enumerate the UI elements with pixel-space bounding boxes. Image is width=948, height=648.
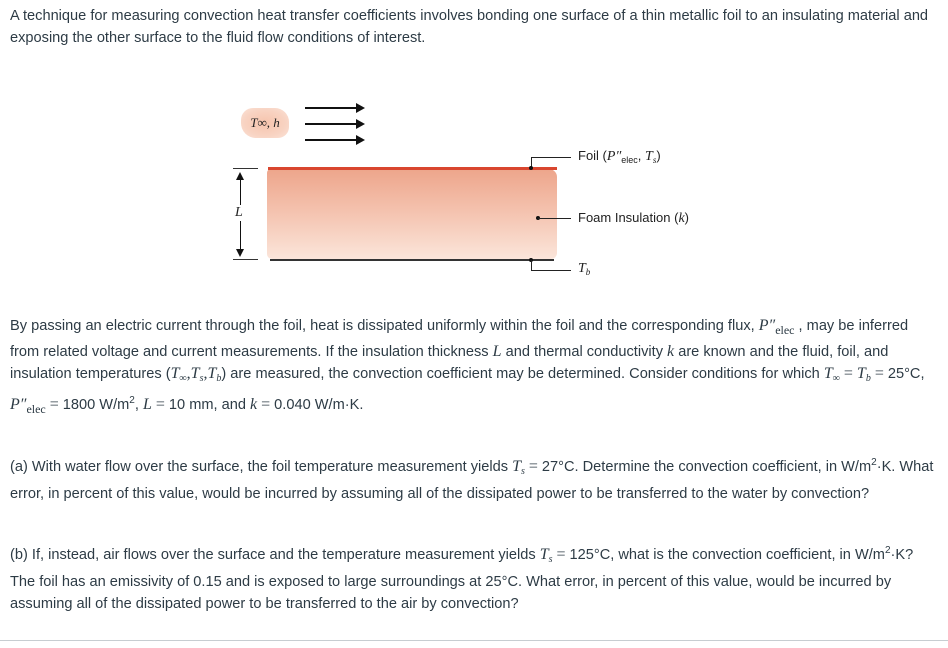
arrow-up-icon (236, 172, 244, 180)
dimension-tick-bottom (233, 259, 258, 260)
insulation-leader-line (538, 218, 571, 219)
foil-label: Foil ($P''_{elec}$, $T_s$) (578, 148, 661, 165)
foam-insulation-layer (267, 169, 557, 259)
dimension-tick-top (233, 168, 258, 169)
flow-arrow-icon (305, 107, 363, 109)
ambient-fluid-blob: T∞, h (241, 108, 289, 138)
flow-arrow-icon (305, 123, 363, 125)
foil-insulation-diagram (225, 95, 725, 290)
description-paragraph: By passing an electric current through the foil, heat is dissipated uniformly within the foil and the corresponding flux, $P''_{elec}$ , may be inferred from related voltage and current measurements. If the insulation thickness L and thermal conductivity k are known and the fluid, foil, and insulation temperatures $(T_\infty,T_s,T_b)$ are measured, the convection coefficient may be determined. Consider conditions for which $T_\infty = T_b = 25^\circ C$, $P''_{elec} = 1800$ $W/m^2$, L = 10 mm, and k = 0.040 W/m·K. (10, 317, 925, 416)
base-temperature-label: $T_b$ (578, 261, 591, 277)
arrow-down-icon (236, 249, 244, 257)
foil-layer (268, 167, 557, 170)
insulation-base-line (270, 259, 554, 261)
question-part-a: (a) With water flow over the surface, the foil temperature measurement yields $T_s = 27^\circ C$. Determine the convection coefficient, in $W/m^2\cdot K$. What error, in percent of this value, would be incurred by assuming all of the dissipated power to be transferred to the water by convection? (10, 457, 934, 502)
question-part-b: (b) If, instead, air flows over the surface and the temperature measurement yields $T_s = 125^\circ C$, what is the convection coefficient, in $W/m^2\cdot K$? The foil has an emissivity of 0.15 and is exposed to large surroundings at 25°C. What error, in percent of this value, would be incurred by assuming all of the dissipated power to be transferred to the air by convection? (10, 545, 914, 612)
foil-leader-dot (529, 166, 533, 170)
thickness-label: L (235, 205, 243, 220)
flow-arrow-icon (305, 139, 363, 141)
bottom-divider (0, 640, 948, 641)
base-leader-line (531, 270, 571, 271)
intro-paragraph: A technique for measuring convection heat transfer coefficients involves bonding one surface of a thin metallic foil to an insulating material and exposing the other surface to the fluid flow conditions of interest. (10, 8, 929, 46)
insulation-label: Foam Insulation (k) (578, 210, 689, 226)
foil-leader-line (531, 157, 571, 158)
